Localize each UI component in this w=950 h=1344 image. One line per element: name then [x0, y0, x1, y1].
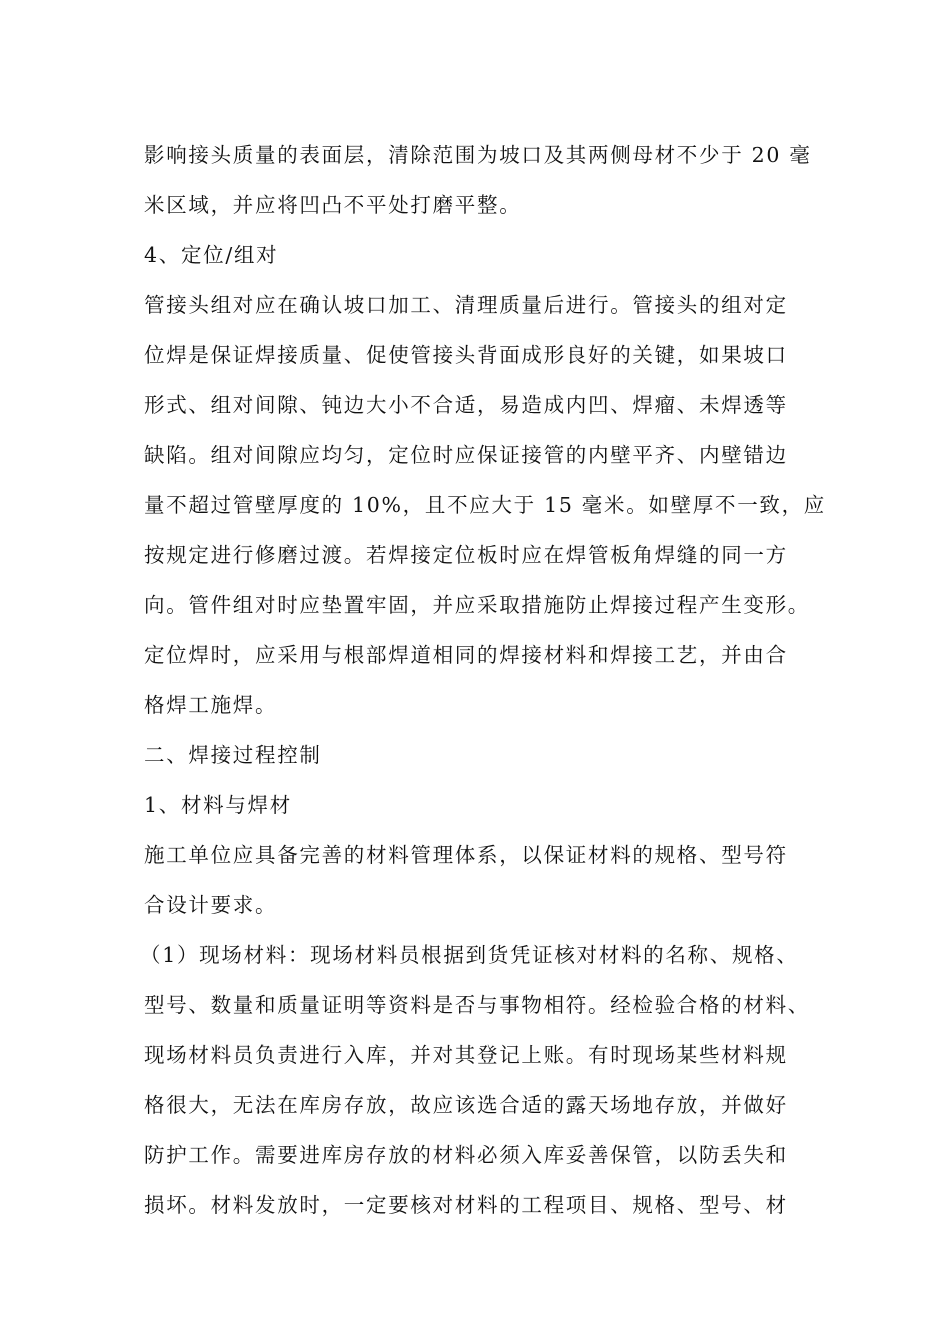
paragraph-line: 格焊工施焊。	[144, 693, 278, 717]
paragraph-line: 向。管件组对时应垫置牢固，并应采取措施防止焊接过程产生变形。	[144, 593, 810, 617]
paragraph-line: 管接头组对应在确认坡口加工、清理质量后进行。管接头的组对定	[144, 293, 788, 317]
paragraph-line: 缺陷。组对间隙应均匀，定位时应保证接管的内壁平齐、内壁错边	[144, 443, 788, 467]
paragraph-line: 施工单位应具备完善的材料管理体系，以保证材料的规格、型号符	[144, 843, 788, 867]
paragraph-line: 合设计要求。	[144, 893, 278, 917]
paragraph-line: 量不超过管壁厚度的 10%，且不应大于 15 毫米。如壁厚不一致，应	[144, 493, 826, 517]
paragraph-line: 损坏。材料发放时，一定要核对材料的工程项目、规格、型号、材	[144, 1193, 788, 1217]
paragraph-line: 形式、组对间隙、钝边大小不合适，易造成内凹、焊瘤、未焊透等	[144, 393, 788, 417]
paragraph-line: （1）现场材料：现场材料员根据到货凭证核对材料的名称、规格、	[140, 943, 799, 967]
paragraph-line: 位焊是保证焊接质量、促使管接头背面成形良好的关键，如果坡口	[144, 343, 788, 367]
document-body	[140, 130, 834, 1230]
paragraph-line: 格很大，无法在库房存放，故应该选合适的露天场地存放，并做好	[144, 1093, 788, 1117]
paragraph-line: 影响接头质量的表面层，清除范围为坡口及其两侧母材不少于 20 毫	[144, 143, 812, 167]
paragraph-line: 按规定进行修磨过渡。若焊接定位板时应在焊管板角焊缝的同一方	[144, 543, 788, 567]
paragraph-line: 现场材料员负责进行入库，并对其登记上账。有时现场某些材料规	[144, 1043, 788, 1067]
section-heading: 4、定位/组对	[144, 243, 279, 267]
paragraph-line: 米区域，并应将凹凸不平处打磨平整。	[144, 193, 522, 217]
paragraph-line: 防护工作。需要进库房存放的材料必须入库妥善保管，以防丢失和	[144, 1143, 788, 1167]
section-heading: 1、材料与焊材	[144, 793, 292, 817]
paragraph-line: 定位焊时，应采用与根部焊道相同的焊接材料和焊接工艺，并由合	[144, 643, 788, 667]
paragraph-line: 型号、数量和质量证明等资料是否与事物相符。经检验合格的材料、	[144, 993, 810, 1017]
chapter-heading: 二、焊接过程控制	[144, 743, 322, 767]
